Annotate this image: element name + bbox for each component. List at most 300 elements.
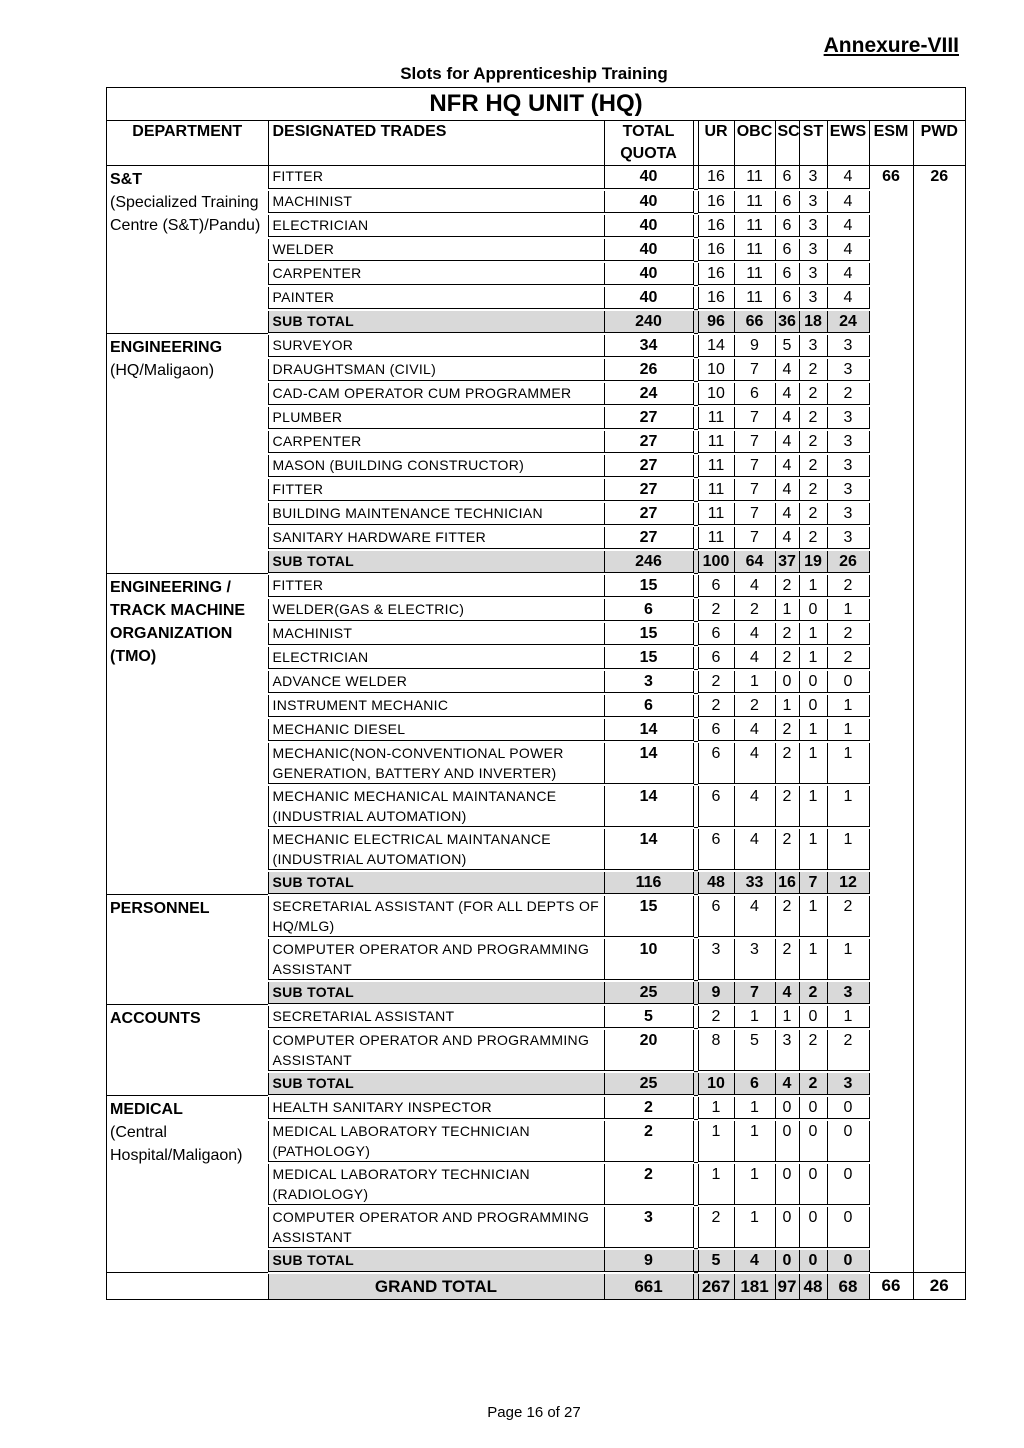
grand-total-obc: 181 xyxy=(734,1273,775,1299)
trade-name: COMPUTER OPERATOR AND PROGRAMMING ASSISTANT xyxy=(268,938,604,981)
quota-total: 9 xyxy=(604,1249,693,1273)
quota-st: 1 xyxy=(799,828,827,871)
quota-ur: 11 xyxy=(698,526,734,550)
grand-total-pwd: 26 xyxy=(913,1273,965,1299)
quota-sc: 0 xyxy=(775,1206,799,1249)
quota-sc: 2 xyxy=(775,574,799,598)
quota-ews: 0 xyxy=(827,1120,869,1163)
quota-ur: 6 xyxy=(698,574,734,598)
quota-ur: 6 xyxy=(698,895,734,938)
quota-ews: 1 xyxy=(827,718,869,742)
quota-ur: 2 xyxy=(698,598,734,622)
header-esm: ESM xyxy=(869,121,913,166)
grand-total-sc: 97 xyxy=(775,1273,799,1299)
quota-ur: 1 xyxy=(698,1096,734,1120)
table-row xyxy=(107,574,965,598)
quota-sc: 2 xyxy=(775,785,799,828)
quota-st: 2 xyxy=(799,430,827,454)
unit-title: NFR HQ UNIT (HQ) xyxy=(107,88,965,121)
trade-name: WELDER(GAS & ELECTRIC) xyxy=(268,598,604,622)
trade-name: MACHINIST xyxy=(268,622,604,646)
quota-ur: 48 xyxy=(698,871,734,895)
quota-ur: 2 xyxy=(698,1005,734,1029)
trade-name: SANITARY HARDWARE FITTER xyxy=(268,526,604,550)
quota-total: 20 xyxy=(604,1029,693,1072)
quota-ews: 2 xyxy=(827,1029,869,1072)
quota-ews: 2 xyxy=(827,622,869,646)
page-number: Page 16 of 27 xyxy=(487,1404,581,1421)
quota-ews: 1 xyxy=(827,828,869,871)
quota-table xyxy=(107,121,965,1299)
trade-name: MECHANIC MECHANICAL MAINTANANCE (INDUSTRIAL AUTOMATION) xyxy=(268,785,604,828)
quota-obc: 7 xyxy=(734,502,775,526)
quota-ur: 8 xyxy=(698,1029,734,1072)
trade-name: ELECTRICIAN xyxy=(268,214,604,238)
subtotal-label: SUB TOTAL xyxy=(268,550,604,574)
quota-sc: 4 xyxy=(775,382,799,406)
quota-st: 3 xyxy=(799,286,827,310)
quota-total: 40 xyxy=(604,214,693,238)
quota-obc: 7 xyxy=(734,478,775,502)
quota-st: 1 xyxy=(799,718,827,742)
quota-st: 0 xyxy=(799,1120,827,1163)
quota-sc: 6 xyxy=(775,262,799,286)
quota-st: 3 xyxy=(799,334,827,358)
trade-name: COMPUTER OPERATOR AND PROGRAMMING ASSISTANT xyxy=(268,1029,604,1072)
quota-ews: 26 xyxy=(827,550,869,574)
quota-ews: 1 xyxy=(827,785,869,828)
header-ews: EWS xyxy=(827,121,869,166)
quota-ews: 0 xyxy=(827,670,869,694)
department-cell xyxy=(107,334,268,574)
quota-obc: 4 xyxy=(734,895,775,938)
quota-sc: 0 xyxy=(775,1249,799,1273)
quota-st: 2 xyxy=(799,406,827,430)
quota-ur: 11 xyxy=(698,478,734,502)
quota-total: 246 xyxy=(604,550,693,574)
quota-sc: 2 xyxy=(775,646,799,670)
quota-obc: 4 xyxy=(734,742,775,785)
quota-ur: 16 xyxy=(698,286,734,310)
quota-ur: 11 xyxy=(698,406,734,430)
quota-ur: 6 xyxy=(698,646,734,670)
quota-sc: 2 xyxy=(775,938,799,981)
quota-sc: 1 xyxy=(775,1005,799,1029)
quota-st: 1 xyxy=(799,574,827,598)
quota-obc: 7 xyxy=(734,430,775,454)
quota-st: 3 xyxy=(799,262,827,286)
quota-total: 40 xyxy=(604,190,693,214)
table-body xyxy=(107,166,965,1299)
quota-obc: 1 xyxy=(734,1206,775,1249)
quota-ur: 3 xyxy=(698,938,734,981)
quota-total: 116 xyxy=(604,871,693,895)
pwd-value: 26 xyxy=(913,166,965,1273)
trade-name: CAD-CAM OPERATOR CUM PROGRAMMER xyxy=(268,382,604,406)
quota-total: 27 xyxy=(604,478,693,502)
quota-sc: 4 xyxy=(775,406,799,430)
esm-value: 66 xyxy=(869,166,913,1273)
quota-sc: 37 xyxy=(775,550,799,574)
quota-ur: 6 xyxy=(698,785,734,828)
department-name: PERSONNEL xyxy=(110,900,210,917)
quota-ews: 2 xyxy=(827,895,869,938)
quota-ur: 11 xyxy=(698,454,734,478)
quota-st: 2 xyxy=(799,526,827,550)
quota-ews: 3 xyxy=(827,502,869,526)
quota-total: 14 xyxy=(604,742,693,785)
department-cell xyxy=(107,1005,268,1096)
quota-ur: 6 xyxy=(698,718,734,742)
quota-total: 14 xyxy=(604,828,693,871)
quota-ews: 4 xyxy=(827,166,869,190)
quota-sc: 0 xyxy=(775,1096,799,1120)
quota-total: 3 xyxy=(604,670,693,694)
quota-obc: 4 xyxy=(734,785,775,828)
quota-total: 26 xyxy=(604,358,693,382)
quota-total: 10 xyxy=(604,938,693,981)
quota-total: 34 xyxy=(604,334,693,358)
quota-obc: 5 xyxy=(734,1029,775,1072)
quota-obc: 3 xyxy=(734,938,775,981)
quota-ur: 2 xyxy=(698,694,734,718)
grand-total-ews: 68 xyxy=(827,1273,869,1299)
header-row xyxy=(107,121,965,166)
quota-ur: 96 xyxy=(698,310,734,334)
quota-sc: 6 xyxy=(775,286,799,310)
quota-ews: 2 xyxy=(827,382,869,406)
trade-name: HEALTH SANITARY INSPECTOR xyxy=(268,1096,604,1120)
subtotal-label: SUB TOTAL xyxy=(268,310,604,334)
quota-total: 14 xyxy=(604,785,693,828)
quota-ews: 2 xyxy=(827,574,869,598)
quota-ews: 3 xyxy=(827,526,869,550)
subtotal-label: SUB TOTAL xyxy=(268,871,604,895)
quota-ews: 4 xyxy=(827,214,869,238)
quota-sc: 5 xyxy=(775,334,799,358)
quota-obc: 7 xyxy=(734,981,775,1005)
quota-st: 18 xyxy=(799,310,827,334)
quota-sc: 3 xyxy=(775,1029,799,1072)
quota-table-frame xyxy=(106,87,966,1300)
trade-name: CARPENTER xyxy=(268,262,604,286)
quota-total: 15 xyxy=(604,574,693,598)
quota-ews: 1 xyxy=(827,598,869,622)
department-cell xyxy=(107,895,268,1005)
quota-total: 6 xyxy=(604,694,693,718)
quota-obc: 6 xyxy=(734,382,775,406)
header-department: DEPARTMENT xyxy=(107,121,268,166)
quota-obc: 1 xyxy=(734,1096,775,1120)
quota-total: 40 xyxy=(604,262,693,286)
trade-name: DRAUGHTSMAN (CIVIL) xyxy=(268,358,604,382)
quota-sc: 4 xyxy=(775,981,799,1005)
department-cell xyxy=(107,574,268,895)
quota-st: 2 xyxy=(799,502,827,526)
grand-total-row xyxy=(107,1273,965,1299)
quota-total: 27 xyxy=(604,502,693,526)
quota-obc: 4 xyxy=(734,718,775,742)
trade-name: ELECTRICIAN xyxy=(268,646,604,670)
quota-st: 3 xyxy=(799,214,827,238)
quota-ews: 4 xyxy=(827,238,869,262)
department-name: MEDICAL xyxy=(110,1101,183,1118)
quota-st: 2 xyxy=(799,1072,827,1096)
quota-sc: 6 xyxy=(775,238,799,262)
quota-total: 40 xyxy=(604,286,693,310)
quota-st: 1 xyxy=(799,938,827,981)
quota-total: 40 xyxy=(604,238,693,262)
trade-name: CARPENTER xyxy=(268,430,604,454)
table-row xyxy=(107,166,965,190)
trade-name: INSTRUMENT MECHANIC xyxy=(268,694,604,718)
quota-total: 27 xyxy=(604,526,693,550)
quota-ur: 6 xyxy=(698,828,734,871)
department-name: ACCOUNTS xyxy=(110,1010,201,1027)
header-st: ST xyxy=(799,121,827,166)
quota-obc: 1 xyxy=(734,1163,775,1206)
quota-ews: 1 xyxy=(827,1005,869,1029)
grand-total-st: 48 xyxy=(799,1273,827,1299)
table-row xyxy=(107,334,965,358)
quota-obc: 1 xyxy=(734,670,775,694)
grand-total-label: GRAND TOTAL xyxy=(268,1273,604,1299)
header-total: TOTAL QUOTA xyxy=(604,121,693,166)
quota-total: 15 xyxy=(604,646,693,670)
trade-name: FITTER xyxy=(268,574,604,598)
header-pwd: PWD xyxy=(913,121,965,166)
quota-ews: 3 xyxy=(827,406,869,430)
quota-sc: 0 xyxy=(775,670,799,694)
quota-st: 0 xyxy=(799,670,827,694)
quota-sc: 2 xyxy=(775,895,799,938)
quota-obc: 4 xyxy=(734,622,775,646)
quota-st: 1 xyxy=(799,785,827,828)
quota-obc: 11 xyxy=(734,214,775,238)
quota-total: 2 xyxy=(604,1096,693,1120)
quota-sc: 4 xyxy=(775,502,799,526)
quota-obc: 1 xyxy=(734,1120,775,1163)
quota-total: 25 xyxy=(604,1072,693,1096)
quota-ur: 9 xyxy=(698,981,734,1005)
quota-st: 0 xyxy=(799,1096,827,1120)
trade-name: PLUMBER xyxy=(268,406,604,430)
quota-st: 1 xyxy=(799,646,827,670)
trade-name: SECRETARIAL ASSISTANT xyxy=(268,1005,604,1029)
quota-st: 2 xyxy=(799,454,827,478)
quota-ur: 16 xyxy=(698,166,734,190)
quota-ur: 100 xyxy=(698,550,734,574)
quota-sc: 0 xyxy=(775,1163,799,1206)
quota-sc: 16 xyxy=(775,871,799,895)
quota-ews: 1 xyxy=(827,694,869,718)
header-ur: UR xyxy=(698,121,734,166)
header-trades: DESIGNATED TRADES xyxy=(268,121,604,166)
quota-ews: 3 xyxy=(827,454,869,478)
quota-obc: 7 xyxy=(734,454,775,478)
quota-obc: 66 xyxy=(734,310,775,334)
quota-st: 7 xyxy=(799,871,827,895)
trade-name: MECHANIC DIESEL xyxy=(268,718,604,742)
quota-sc: 1 xyxy=(775,598,799,622)
trade-name: MECHANIC(NON-CONVENTIONAL POWER GENERATION, BATTERY AND INVERTER) xyxy=(268,742,604,785)
quota-ews: 4 xyxy=(827,262,869,286)
quota-sc: 4 xyxy=(775,454,799,478)
quota-st: 19 xyxy=(799,550,827,574)
quota-obc: 11 xyxy=(734,262,775,286)
quota-total: 40 xyxy=(604,166,693,190)
trade-name: MASON (BUILDING CONSTRUCTOR) xyxy=(268,454,604,478)
quota-sc: 0 xyxy=(775,1120,799,1163)
grand-total-ur: 267 xyxy=(698,1273,734,1299)
quota-total: 15 xyxy=(604,895,693,938)
quota-obc: 11 xyxy=(734,286,775,310)
grand-total-empty xyxy=(107,1273,268,1299)
quota-total: 6 xyxy=(604,598,693,622)
quota-st: 3 xyxy=(799,166,827,190)
quota-ur: 1 xyxy=(698,1120,734,1163)
quota-st: 2 xyxy=(799,981,827,1005)
quota-st: 3 xyxy=(799,190,827,214)
quota-ur: 5 xyxy=(698,1249,734,1273)
quota-sc: 6 xyxy=(775,166,799,190)
trade-name: FITTER xyxy=(268,478,604,502)
quota-obc: 33 xyxy=(734,871,775,895)
quota-ews: 4 xyxy=(827,286,869,310)
quota-ews: 3 xyxy=(827,478,869,502)
trade-name: BUILDING MAINTENANCE TECHNICIAN xyxy=(268,502,604,526)
quota-obc: 2 xyxy=(734,598,775,622)
department-detail: (Specialized Training Centre (S&T)/Pandu) xyxy=(110,194,261,234)
quota-obc: 6 xyxy=(734,1072,775,1096)
quota-ur: 16 xyxy=(698,238,734,262)
trade-name: MEDICAL LABORATORY TECHNICIAN (RADIOLOGY) xyxy=(268,1163,604,1206)
quota-st: 0 xyxy=(799,1163,827,1206)
quota-ur: 11 xyxy=(698,502,734,526)
quota-ur: 16 xyxy=(698,190,734,214)
quota-st: 1 xyxy=(799,895,827,938)
quota-ews: 3 xyxy=(827,1072,869,1096)
quota-total: 14 xyxy=(604,718,693,742)
quota-st: 3 xyxy=(799,238,827,262)
quota-sc: 6 xyxy=(775,190,799,214)
quota-ews: 1 xyxy=(827,938,869,981)
quota-sc: 6 xyxy=(775,214,799,238)
quota-total: 15 xyxy=(604,622,693,646)
trade-name: WELDER xyxy=(268,238,604,262)
quota-sc: 4 xyxy=(775,358,799,382)
quota-obc: 9 xyxy=(734,334,775,358)
quota-st: 2 xyxy=(799,358,827,382)
quota-st: 1 xyxy=(799,622,827,646)
quota-ews: 3 xyxy=(827,430,869,454)
trade-name: SECRETARIAL ASSISTANT (FOR ALL DEPTS OF HQ/MLG) xyxy=(268,895,604,938)
quota-sc: 2 xyxy=(775,828,799,871)
quota-ews: 0 xyxy=(827,1206,869,1249)
quota-total: 3 xyxy=(604,1206,693,1249)
quota-sc: 2 xyxy=(775,718,799,742)
quota-total: 25 xyxy=(604,981,693,1005)
quota-total: 24 xyxy=(604,382,693,406)
table-row xyxy=(107,895,965,938)
annexure-label: Annexure-VIII xyxy=(823,34,959,57)
quota-obc: 11 xyxy=(734,166,775,190)
quota-sc: 36 xyxy=(775,310,799,334)
quota-ur: 1 xyxy=(698,1163,734,1206)
quota-ews: 24 xyxy=(827,310,869,334)
department-detail: (HQ/Maligaon) xyxy=(110,362,215,379)
quota-ur: 2 xyxy=(698,670,734,694)
subtotal-label: SUB TOTAL xyxy=(268,1072,604,1096)
quota-ews: 12 xyxy=(827,871,869,895)
department-detail: (Central Hospital/Maligaon) xyxy=(110,1124,243,1164)
quota-sc: 4 xyxy=(775,526,799,550)
document-subtitle: Slots for Apprenticeship Training xyxy=(400,64,668,83)
quota-total: 27 xyxy=(604,430,693,454)
trade-name: MACHINIST xyxy=(268,190,604,214)
quota-obc: 7 xyxy=(734,406,775,430)
quota-obc: 7 xyxy=(734,526,775,550)
quota-obc: 4 xyxy=(734,1249,775,1273)
quota-obc: 64 xyxy=(734,550,775,574)
quota-ur: 14 xyxy=(698,334,734,358)
quota-obc: 11 xyxy=(734,238,775,262)
quota-st: 0 xyxy=(799,1206,827,1249)
quota-ur: 2 xyxy=(698,1206,734,1249)
quota-ur: 10 xyxy=(698,358,734,382)
quota-sc: 4 xyxy=(775,430,799,454)
department-cell xyxy=(107,166,268,334)
trade-name: FITTER xyxy=(268,166,604,190)
quota-ews: 3 xyxy=(827,358,869,382)
trade-name: PAINTER xyxy=(268,286,604,310)
quota-ews: 2 xyxy=(827,646,869,670)
quota-ews: 0 xyxy=(827,1249,869,1273)
quota-st: 0 xyxy=(799,1005,827,1029)
quota-ur: 10 xyxy=(698,382,734,406)
quota-total: 2 xyxy=(604,1163,693,1206)
quota-st: 0 xyxy=(799,598,827,622)
quota-ur: 10 xyxy=(698,1072,734,1096)
quota-sc: 2 xyxy=(775,622,799,646)
department-name: ENGINEERING xyxy=(110,339,223,356)
quota-total: 5 xyxy=(604,1005,693,1029)
quota-ur: 6 xyxy=(698,742,734,785)
quota-sc: 1 xyxy=(775,694,799,718)
quota-obc: 11 xyxy=(734,190,775,214)
department-name: ENGINEERING / TRACK MACHINE ORGANIZATION (TMO) xyxy=(110,579,246,665)
quota-sc: 4 xyxy=(775,478,799,502)
quota-total: 2 xyxy=(604,1120,693,1163)
trade-name: SURVEYOR xyxy=(268,334,604,358)
quota-ews: 3 xyxy=(827,334,869,358)
quota-st: 2 xyxy=(799,382,827,406)
quota-st: 0 xyxy=(799,694,827,718)
table-row xyxy=(107,1005,965,1029)
quota-st: 1 xyxy=(799,742,827,785)
quota-total: 240 xyxy=(604,310,693,334)
trade-name: MEDICAL LABORATORY TECHNICIAN (PATHOLOGY) xyxy=(268,1120,604,1163)
grand-total-total: 661 xyxy=(604,1273,693,1299)
table-row xyxy=(107,1096,965,1120)
header-sc: SC xyxy=(775,121,799,166)
quota-obc: 4 xyxy=(734,828,775,871)
quota-st: 2 xyxy=(799,1029,827,1072)
quota-total: 27 xyxy=(604,406,693,430)
subtotal-label: SUB TOTAL xyxy=(268,1249,604,1273)
quota-ews: 0 xyxy=(827,1096,869,1120)
quota-ur: 16 xyxy=(698,214,734,238)
